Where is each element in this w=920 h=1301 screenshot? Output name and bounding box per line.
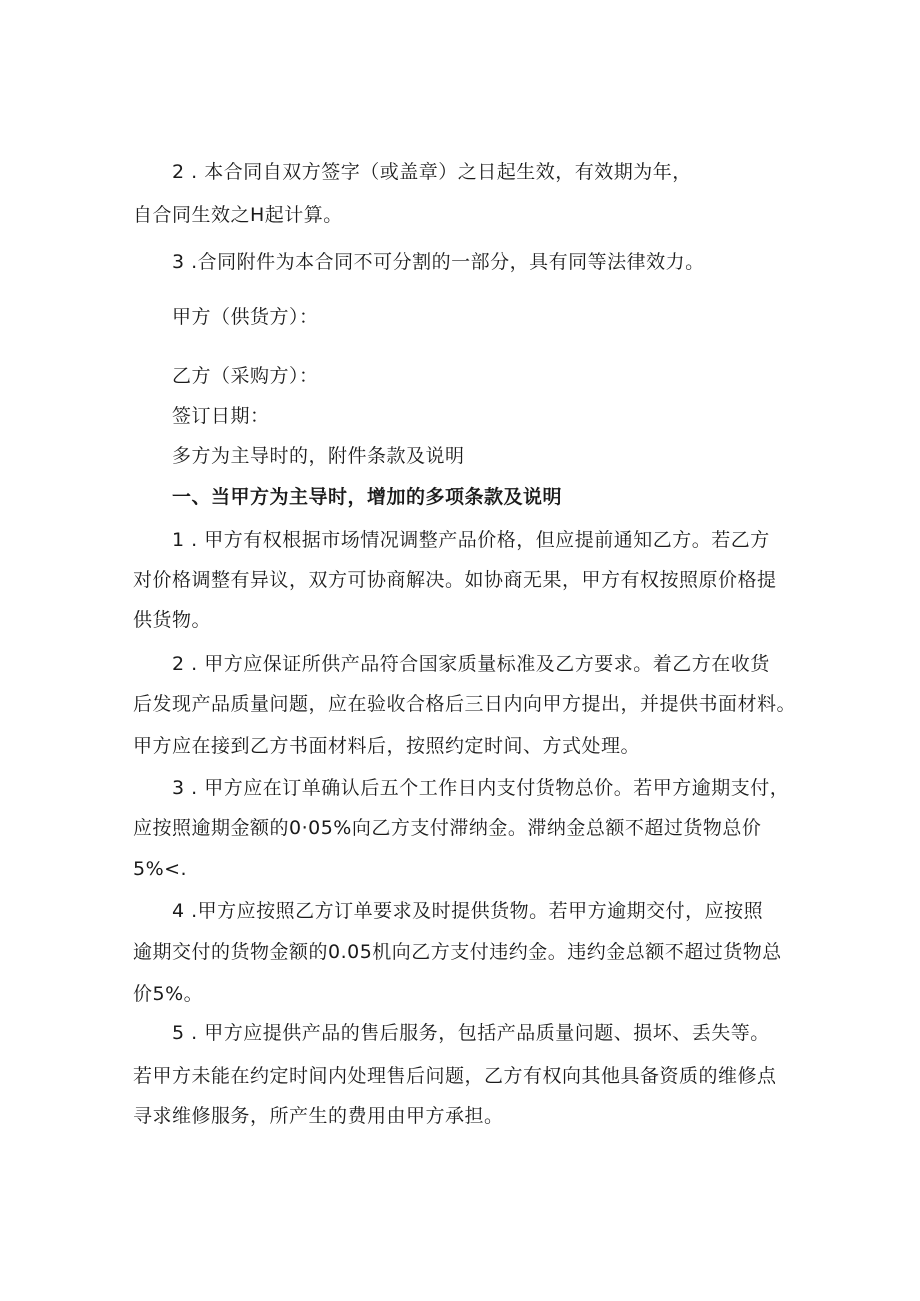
item-2-line-2: 后发现产品质量问题，应在验收合格后三日内向甲方提出，并提供书面材料。	[133, 693, 797, 715]
item-1-line-2: 对价格调整有异议，双方可协商解决。如协商无果，甲方有权按照原价格提	[133, 569, 777, 591]
party-a-label: 甲方（供货方）：	[172, 306, 319, 328]
item-2-line-3: 甲方应在接到乙方书面材料后，按照约定时间、方式处理。	[133, 735, 641, 757]
appendix-title: 多方为主导时的，附件条款及说明	[172, 445, 465, 467]
section-heading: 一、当甲方为主导时，增加的多项条款及说明	[172, 486, 563, 508]
item-5-line-1: 5 . 甲方应提供产品的售后服务，包括产品质量问题、损坏、丢失等。	[172, 1022, 770, 1044]
clause-2-line-1: 2 . 本合同自双方签字（或盖章）之日起生效，有效期为年，	[172, 161, 692, 183]
item-4-line-3: 价5%。	[133, 983, 204, 1005]
item-3-line-1: 3 . 甲方应在订单确认后五个工作日内支付货物总价。若甲方逾期支付，	[172, 777, 790, 799]
item-5-line-2: 若甲方未能在约定时间内处理售后问题，乙方有权向其他具备资质的维修点	[133, 1065, 777, 1087]
item-1-line-3: 供货物。	[133, 609, 212, 631]
item-4-line-1: 4 .甲方应按照乙方订单要求及时提供货物。若甲方逾期交付，应按照	[172, 900, 764, 922]
clause-2-line-2: 自合同生效之H起计算。	[133, 204, 343, 226]
signing-date-label: 签订日期：	[172, 405, 270, 427]
party-b-label: 乙方（采购方）：	[172, 365, 319, 387]
clause-3-line-1: 3 .合同附件为本合同不可分割的一部分，具有同等法律效力。	[172, 251, 705, 273]
item-3-line-2: 应按照逾期金额的0·05%向乙方支付滞纳金。滞纳金总额不超过货物总价	[133, 817, 762, 839]
item-2-line-1: 2 . 甲方应保证所供产品符合国家质量标准及乙方要求。着乙方在收货	[172, 653, 770, 675]
item-3-line-3: 5%<.	[133, 858, 188, 880]
item-5-line-3: 寻求维修服务，所产生的费用由甲方承担。	[133, 1105, 504, 1127]
item-1-line-1: 1 . 甲方有权根据市场情况调整产品价格，但应提前通知乙方。若乙方	[172, 529, 770, 551]
item-4-line-2: 逾期交付的货物金额的0.05机向乙方支付违约金。违约金总额不超过货物总	[133, 941, 782, 963]
